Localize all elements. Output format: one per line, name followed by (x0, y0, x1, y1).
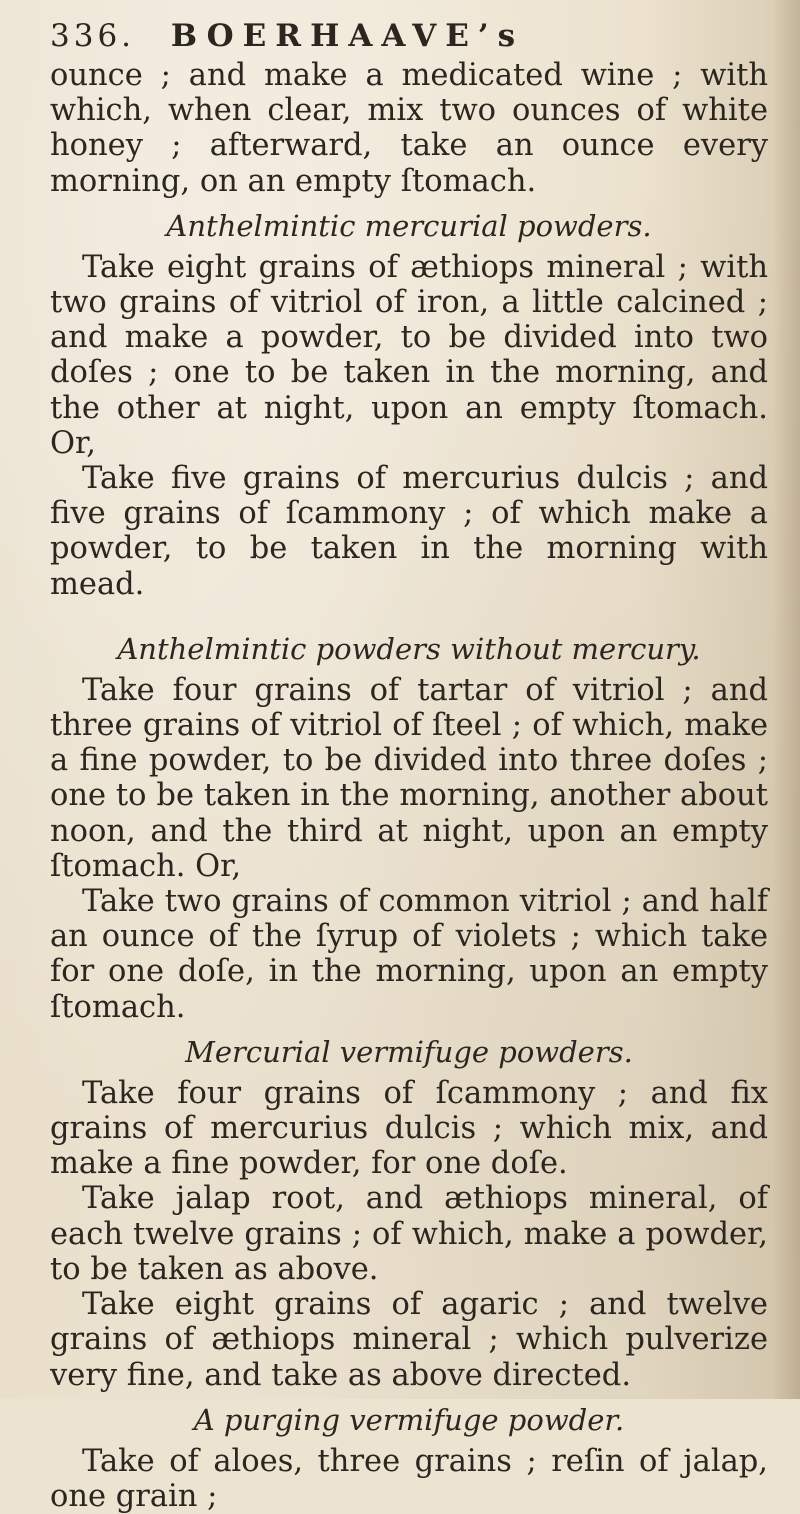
section-heading-purging-vermifuge-powder: A purging vermifuge powder. (193, 1402, 625, 1437)
recipe-paragraph: Take four grains of tartar of vitriol ; and three grains of vitriol of ſteel ; of which, make a fine powder, to be divided into three doſes ; one to be taken in the morning, another about noon, and the third at night, upon an empty ſtomach. Or, (50, 672, 768, 884)
recipe-paragraph: Take five grains of mercurius dulcis ; and five grains of ſcammony ; of which make a powder, to be taken in the morning with mead. (50, 461, 768, 602)
paragraph-continuation: ounce ; and make a medicated wine ; with which, when clear, mix two ounces of white honey ; afterward, take an ounce every morning, on an empty ſtomach. (50, 58, 768, 199)
recipe-paragraph: Take jalap root, and æthiops mineral, of each twelve grains ; of which, make a powder, to be taken as above. (50, 1181, 768, 1287)
page-number: 336. (50, 18, 136, 54)
section-heading-mercurial-vermifuge-powders: Mercurial vermifuge powders. (185, 1034, 633, 1069)
section-heading-anthelmintic-mercurial-powders: Anthelmintic mercurial powders. (166, 208, 652, 243)
section-heading-anthelmintic-powders-without-mercury: Anthelmintic powders without mercury. (117, 631, 701, 666)
recipe-paragraph: Take eight grains of æthiops mineral ; with two grains of vitriol of iron, a little calcined ; and make a powder, to be divided into two doſes ; one to be taken in the morning, and the other at night, upon an empty ſtomach. Or, (50, 249, 768, 461)
page-gutter-shadow (772, 0, 800, 1399)
recipe-paragraph: Take two grains of common vitriol ; and half an ounce of the ſyrup of violets ; which take for one doſe, in the morning, upon an empty ſtomach. (50, 884, 768, 1025)
page-body (50, 58, 768, 1514)
running-title: BOERHAAVE’s (170, 18, 525, 54)
page-header (50, 18, 750, 54)
recipe-paragraph: Take of aloes, three grains ; reſin of jalap, one grain ; (50, 1443, 768, 1514)
recipe-paragraph: Take eight grains of agaric ; and twelve grains of æthiops mineral ; which pulverize very fine, and take as above directed. (50, 1287, 768, 1393)
recipe-paragraph: Take four grains of ſcammony ; and fix grains of mercurius dulcis ; which mix, and make a fine powder, for one doſe. (50, 1075, 768, 1182)
